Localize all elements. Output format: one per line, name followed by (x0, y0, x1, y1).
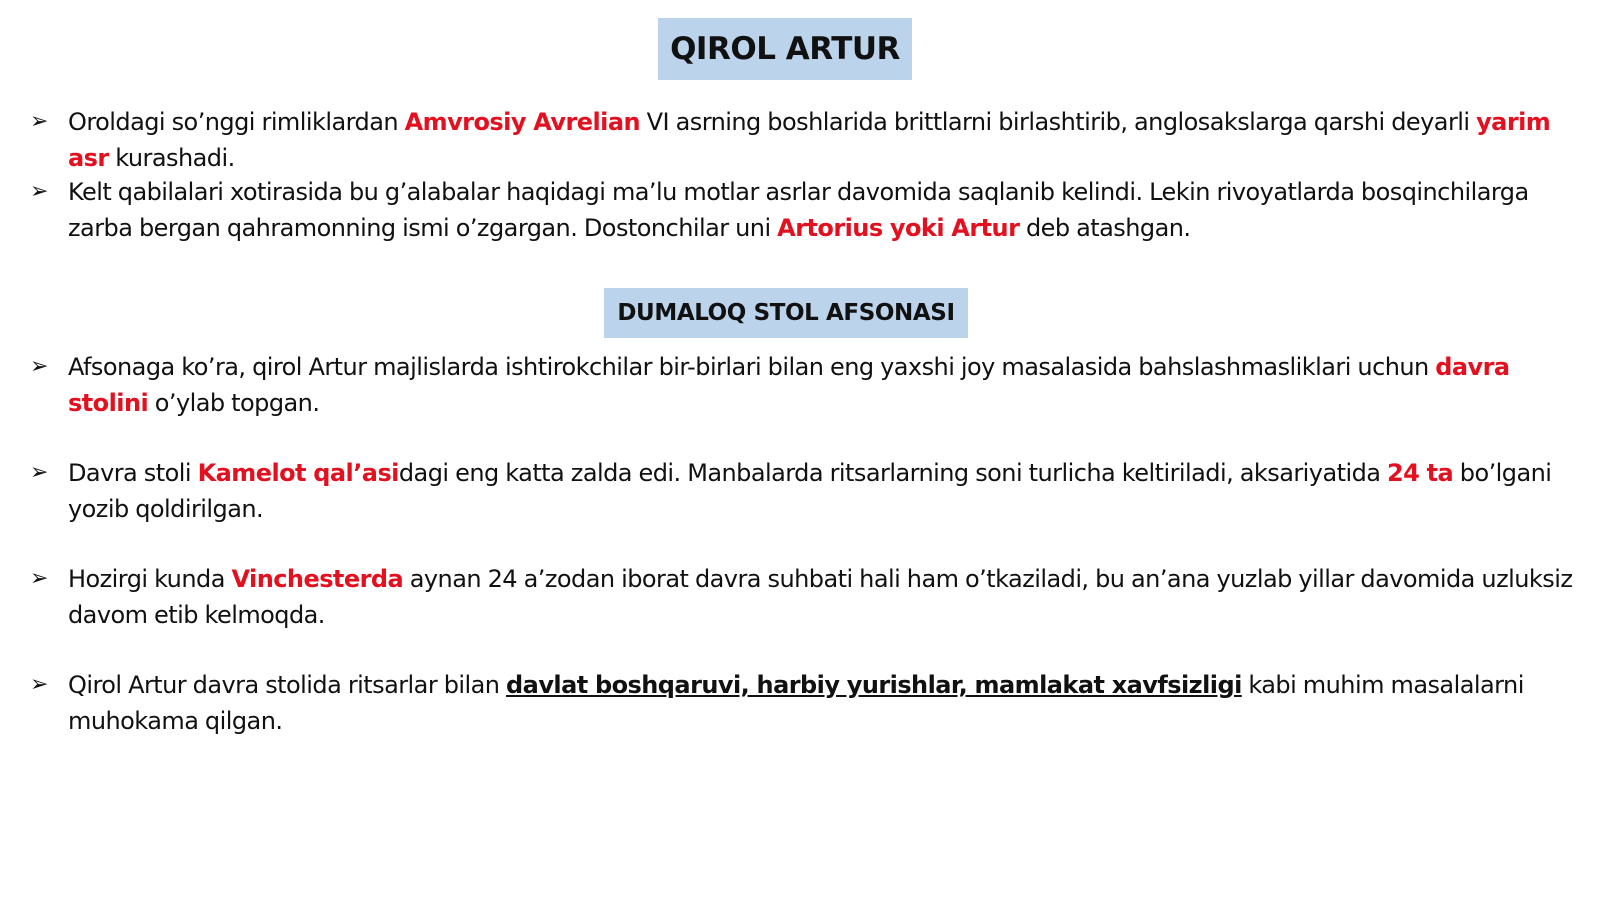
bullet-text (68, 174, 1575, 246)
bullet-text-segment: Hozirgi kunda (68, 565, 232, 593)
arrow-bullet-icon: ➢ (30, 354, 49, 379)
bullet-text-segment: bo’lgani yozib qoldirilgan. (68, 459, 1552, 523)
highlight-text: Amvrosiy Avrelian (404, 108, 641, 136)
bullet-text-segment: aynan 24 a’zodan iborat davra suhbati hali ham o’tkaziladi, bu an’ana yuzlab yillar davomida uzluksiz davom etib kelmoqda. (68, 565, 1573, 629)
bullet-item (30, 561, 1575, 633)
arrow-bullet-icon: ➢ (30, 460, 49, 485)
bullet-item (30, 174, 1575, 246)
underlined-text: davlat boshqaruvi, harbiy yurishlar, mamlakat xavfsizligi (506, 671, 1242, 699)
highlight-text: yarim asr (68, 108, 1551, 172)
bullet-text (68, 104, 1575, 176)
section-heading: DUMALOQ STOL AFSONASI (604, 288, 968, 338)
bullet-text-segment: kabi muhim masalalarni muhokama qilgan. (68, 671, 1524, 735)
bullet-text-segment: dagi eng katta zalda edi. Manbalarda ritsarlarning soni turlicha keltiriladi, aksariyatida (398, 459, 1387, 487)
bullet-text-segment: Oroldagi so’nggi rimliklardan (68, 108, 405, 136)
bullet-item (30, 104, 1575, 176)
arrow-bullet-icon: ➢ (30, 566, 49, 591)
bullet-text (68, 455, 1575, 527)
highlight-text: davra stolini (68, 353, 1510, 417)
bullet-text-segment: deb atashgan. (1019, 214, 1191, 242)
highlight-text: 24 ta (1387, 459, 1454, 487)
bullet-text-segment: kurashadi. (108, 144, 235, 172)
bullet-text (68, 349, 1575, 421)
highlight-text: Artorius yoki Artur (777, 214, 1020, 242)
bullet-text-segment: o’ylab topgan. (148, 389, 320, 417)
bullet-text-segment: VI asrning boshlarida brittlarni birlashtirib, anglosakslarga qarshi deyarli (640, 108, 1477, 136)
arrow-bullet-icon: ➢ (30, 109, 49, 134)
highlight-text: Vinchesterda (231, 565, 404, 593)
bullet-text-segment: Qirol Artur davra stolida ritsarlar bilan (68, 671, 507, 699)
arrow-bullet-icon: ➢ (30, 672, 49, 697)
bullet-text-segment: Kelt qabilalari xotirasida bu g’alabalar haqidagi ma’lu motlar asrlar davomida saqlanib kelindi. Lekin rivoyatlarda bosqinchilarga zarba bergan qahramonning ismi o’zgargan. Dostonchilar uni (68, 178, 1529, 242)
slide-title: QIROL ARTUR (658, 18, 912, 80)
bullet-item (30, 667, 1575, 739)
bullet-item (30, 349, 1575, 421)
bullet-text (68, 561, 1575, 633)
bullet-text-segment: Afsonaga ko’ra, qirol Artur majlislarda ishtirokchilar bir-birlari bilan eng yaxshi joy masalasida bahslashmasliklari uchun (68, 353, 1436, 381)
bullet-item (30, 455, 1575, 527)
arrow-bullet-icon: ➢ (30, 179, 49, 204)
bullet-text (68, 667, 1575, 739)
highlight-text: Kamelot qal’asi (197, 459, 399, 487)
bullet-text-segment: Davra stoli (68, 459, 198, 487)
